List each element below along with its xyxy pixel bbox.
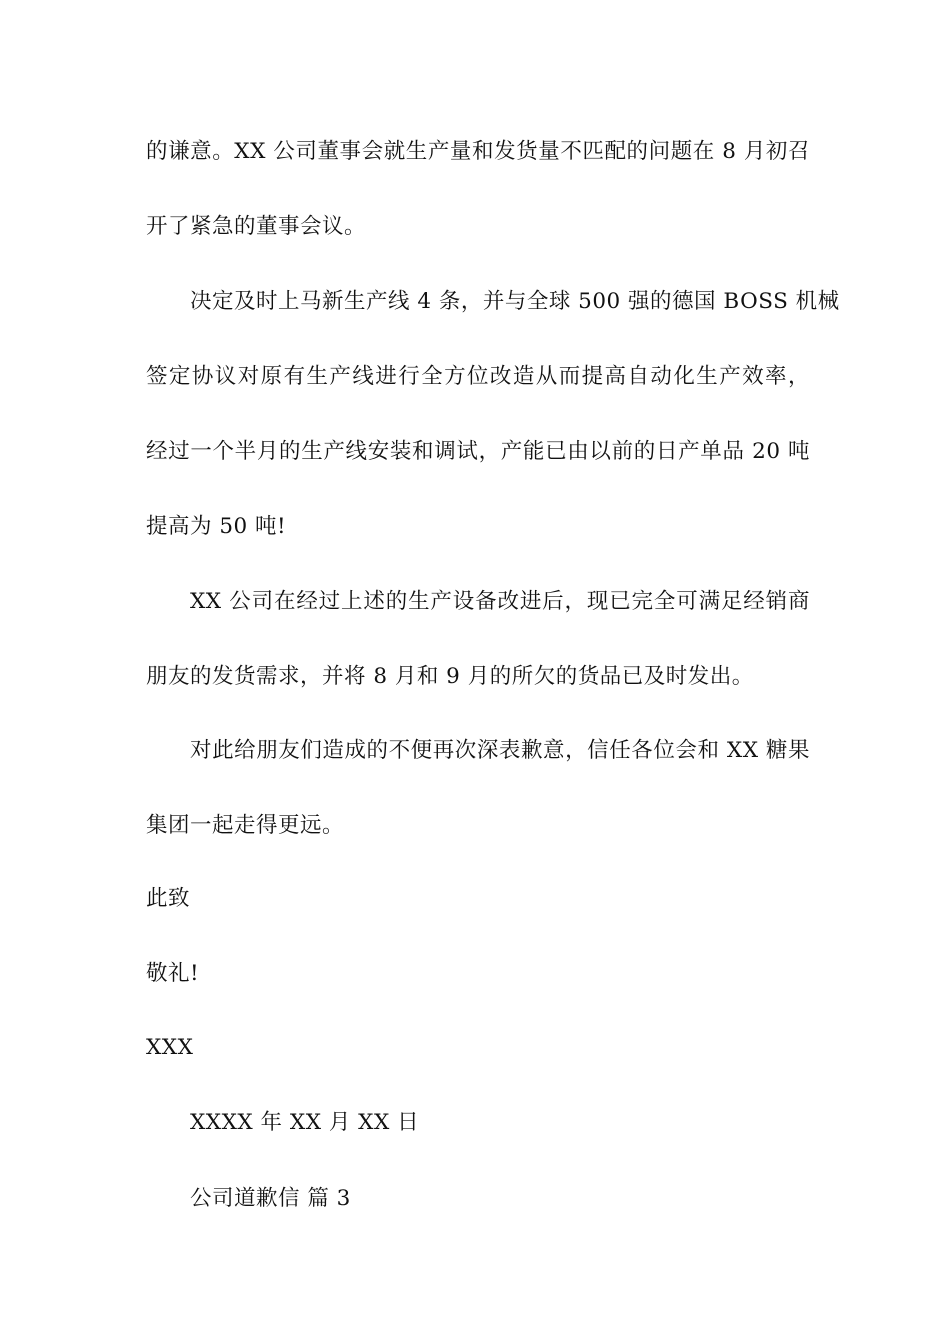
body-line-6: 提高为 50 吨! xyxy=(146,514,287,539)
body-line-7: XX 公司在经过上述的生产设备改进后，现已完全可满足经销商 xyxy=(190,589,810,614)
closing-text: 此致 xyxy=(146,886,191,911)
body-line-3: 决定及时上马新生产线 4 条，并与全球 500 强的德国 BOSS 机械 xyxy=(190,289,840,314)
body-line-5: 经过一个半月的生产线安装和调试，产能已由以前的日产单品 20 吨 xyxy=(146,439,810,464)
signature-text: XXX xyxy=(146,1035,194,1060)
body-line-10: 集团一起走得更远。 xyxy=(146,813,345,838)
section-title: 公司道歉信 篇 3 xyxy=(190,1186,351,1211)
body-line-9: 对此给朋友们造成的不便再次深表歉意，信任各位会和 XX 糖果 xyxy=(190,738,810,763)
body-line-8: 朋友的发货需求，并将 8 月和 9 月的所欠的货品已及时发出。 xyxy=(146,664,754,689)
body-line-4: 签定协议对原有生产线进行全方位改造从而提高自动化生产效率， xyxy=(146,364,810,389)
date-text: XXXX 年 XX 月 XX 日 xyxy=(190,1110,420,1135)
body-line-2: 开了紧急的董事会议。 xyxy=(146,214,367,239)
salutation-text: 敬礼! xyxy=(146,961,200,986)
body-line-1: 的谦意。XX 公司董事会就生产量和发货量不匹配的问题在 8 月初召 xyxy=(146,139,810,164)
